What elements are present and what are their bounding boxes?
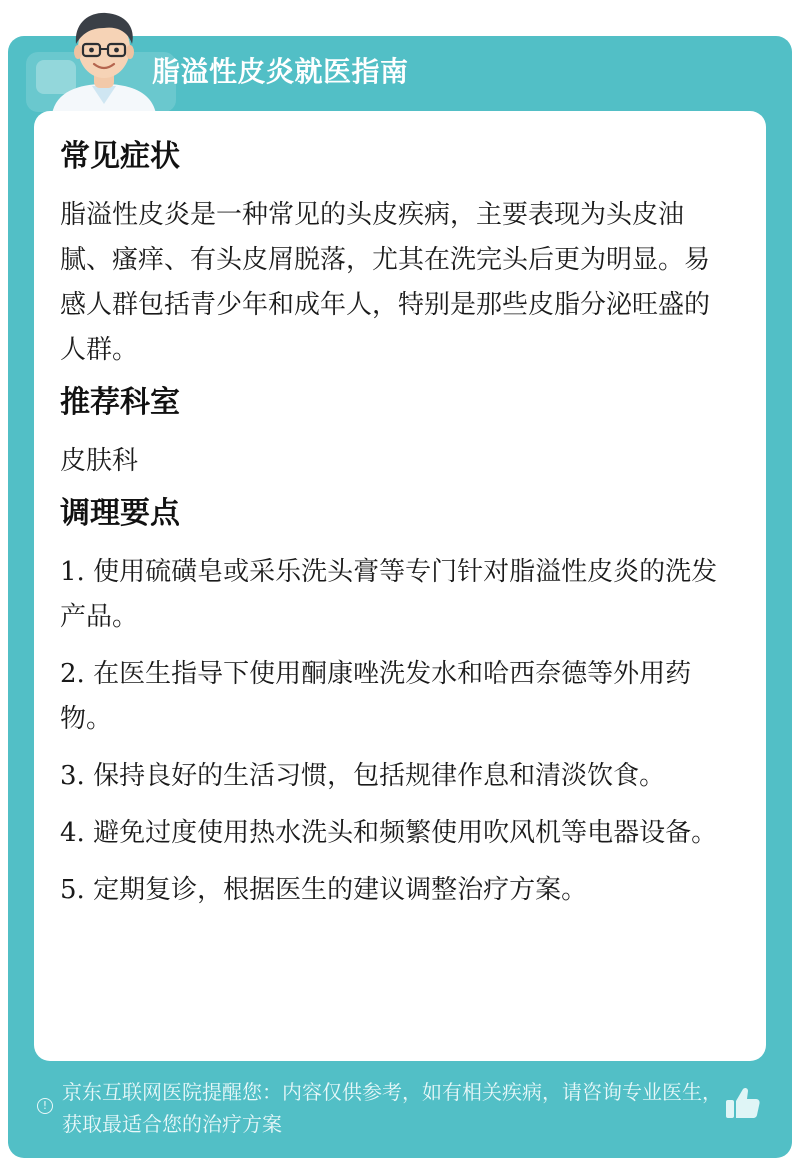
list-item	[60, 550, 730, 640]
section-title-care: 调理要点	[60, 496, 180, 531]
department-text: 皮肤科	[60, 446, 139, 476]
list-item	[60, 868, 730, 913]
page-title: 脂溢性皮炎就医指南	[152, 55, 409, 88]
list-text: 在医生指导下使用酮康唑洗发水和哈西奈德等外用药物。	[60, 659, 692, 734]
list-number: 3.	[60, 761, 85, 791]
list-number: 1.	[60, 557, 85, 587]
list-item	[60, 754, 730, 799]
list-text: 避免过度使用热水洗头和频繁使用吹风机等电器设备。	[93, 818, 718, 848]
symptoms-text: 脂溢性皮炎是一种常见的头皮疾病，主要表现为头皮油腻、瘙痒、有头皮屑脱落，尤其在洗完头后更为明显。易感人群包括青少年和成年人，特别是那些皮脂分泌旺盛的人群。	[60, 200, 711, 365]
content-body	[60, 135, 730, 925]
list-number: 5.	[60, 875, 85, 905]
list-number: 2.	[60, 659, 85, 689]
info-circle-icon: !	[37, 1098, 53, 1114]
section-title-symptoms: 常见症状	[60, 139, 180, 174]
footer-disclaimer: 京东互联网医院提醒您：内容仅供参考，如有相关疾病，请咨询专业医生，获取最适合您的治疗方案	[62, 1080, 722, 1136]
section-title-department: 推荐科室	[60, 385, 180, 420]
content-card	[34, 111, 766, 1061]
list-text: 定期复诊，根据医生的建议调整治疗方案。	[93, 875, 588, 905]
list-item	[60, 811, 730, 856]
list-number: 4.	[60, 818, 85, 848]
thumbs-up-icon[interactable]	[723, 1084, 761, 1122]
doctor-avatar	[44, 4, 164, 114]
list-text: 保持良好的生活习惯，包括规律作息和清淡饮食。	[93, 761, 666, 791]
list-text: 使用硫磺皂或采乐洗头膏等专门针对脂溢性皮炎的洗发产品。	[60, 557, 718, 632]
list-item	[60, 652, 730, 742]
